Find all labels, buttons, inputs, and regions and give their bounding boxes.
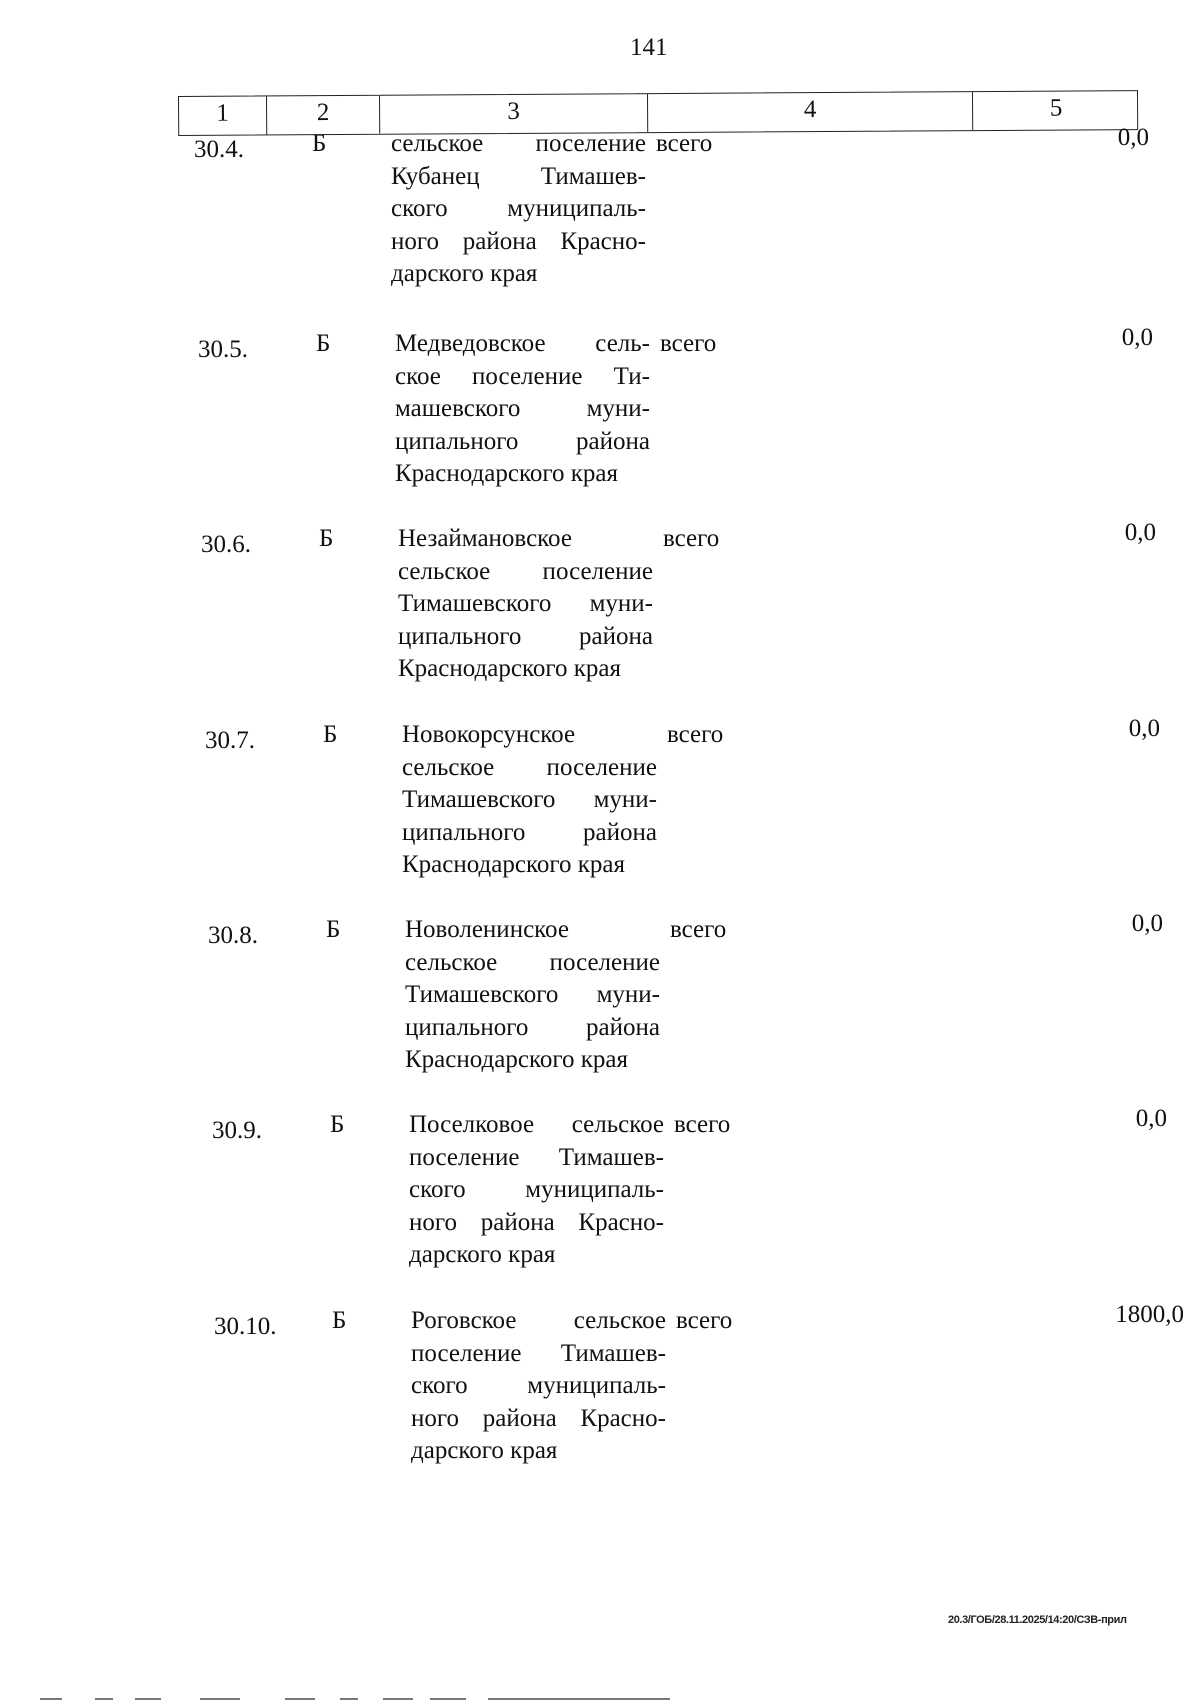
settlement-name-line: Кубанец Тимашев- (391, 162, 646, 190)
settlement-name-line: поселение Тимашев- (409, 1143, 664, 1171)
document-stamp: 20.3/ГОБ/28.11.2025/14:20/СЗВ-прил (948, 1614, 1127, 1626)
table-row (205, 715, 1165, 889)
row-number: 30.10. (214, 1313, 277, 1340)
settlement-name-line: Поселковое сельское (409, 1111, 664, 1138)
row-number: 30.7. (205, 727, 255, 754)
settlement-name (398, 523, 653, 686)
settlement-name-line: ципального района (405, 1013, 660, 1041)
row-type: Б (323, 721, 338, 748)
settlement-name-line: дарского края (411, 1437, 558, 1464)
scan-edge-mark (200, 1698, 240, 1700)
table-row (201, 519, 1161, 693)
row-type: Б (316, 330, 331, 357)
settlement-name-line: Тимашевского муни- (398, 590, 653, 617)
page-number: 141 (630, 34, 668, 61)
row-type: Б (326, 916, 341, 943)
settlement-name-line: ципального района (395, 427, 650, 455)
row-type: Б (319, 525, 334, 552)
row-type: Б (330, 1111, 345, 1138)
row-value: 1800,0 (1115, 1301, 1184, 1328)
settlement-name (405, 914, 660, 1077)
settlement-name (409, 1109, 664, 1272)
settlement-name-line: ское поселение Ти- (395, 362, 650, 390)
settlement-name-line: ного района Красно- (411, 1404, 666, 1432)
settlement-name-line: сельское поселение (391, 130, 646, 157)
row-value: 0,0 (1128, 715, 1160, 742)
row-number: 30.8. (208, 922, 258, 949)
scan-edge-mark (135, 1698, 161, 1700)
settlement-name-line: Краснодарского края (402, 851, 625, 878)
settlement-name-line: Незаймановское (398, 525, 572, 552)
settlement-name (402, 719, 657, 882)
row-value: 0,0 (1121, 324, 1153, 351)
settlement-name-line: сельское поселение (402, 753, 657, 781)
row-number: 30.6. (201, 531, 251, 558)
settlement-name-line: ципального района (398, 622, 653, 650)
table-row (208, 910, 1168, 1084)
table-row (194, 124, 1154, 298)
settlement-name-line: ского муниципаль- (409, 1176, 664, 1203)
settlement-name-line: Краснодарского края (398, 655, 621, 682)
column-header-3: 3 (380, 94, 648, 134)
row-kind: всего (670, 916, 727, 943)
settlement-name-line: ского муниципаль- (411, 1372, 666, 1399)
settlement-name-line: Новоленинское (405, 916, 569, 943)
settlement-name-line: ского муниципаль- (391, 195, 646, 222)
settlement-name-line: дарского края (409, 1241, 556, 1268)
settlement-name-line: дарского края (391, 260, 538, 287)
row-kind: всего (676, 1307, 733, 1334)
settlement-name-line: Тимашевского муни- (405, 981, 660, 1008)
column-header-5: 5 (1049, 94, 1063, 122)
row-type: Б (332, 1307, 347, 1334)
row-number: 30.5. (198, 336, 248, 363)
settlement-name-line: ципального района (402, 818, 657, 846)
row-value: 0,0 (1131, 910, 1163, 937)
row-type: Б (312, 130, 327, 157)
settlement-name-line: Новокорсунское (402, 721, 576, 748)
row-kind: всего (663, 525, 720, 552)
settlement-name (391, 128, 646, 291)
scan-edge-mark (430, 1698, 466, 1700)
row-kind: всего (656, 130, 713, 157)
table-row (198, 324, 1158, 498)
row-number: 30.9. (212, 1117, 262, 1144)
settlement-name-line: сельское поселение (405, 948, 660, 976)
column-header-1: 1 (179, 96, 267, 135)
settlement-name-line: поселение Тимашев- (411, 1339, 666, 1367)
scan-edge-mark (40, 1698, 62, 1700)
scan-edge-mark (285, 1698, 315, 1700)
settlement-name-line: Тимашевского муни- (402, 786, 657, 813)
settlement-name-line: Медведовское сель- (395, 330, 650, 357)
row-kind: всего (660, 330, 717, 357)
settlement-name-line: сельское поселение (398, 557, 653, 585)
settlement-name-line: ного района Красно- (391, 227, 646, 255)
row-kind: всего (674, 1111, 731, 1138)
row-number: 30.4. (194, 136, 244, 163)
row-value: 0,0 (1124, 519, 1156, 546)
scan-edge-mark (340, 1698, 358, 1700)
row-value: 0,0 (1117, 124, 1149, 151)
settlement-name (411, 1305, 666, 1468)
row-kind: всего (667, 721, 724, 748)
table-row (212, 1105, 1172, 1279)
scan-edge-mark (95, 1698, 113, 1700)
scan-edge-mark (383, 1698, 413, 1700)
column-header-2: 2 (267, 96, 380, 135)
settlement-name-line: машевского муни- (395, 395, 650, 422)
column-header-4: 4 (648, 92, 973, 132)
table-row (214, 1301, 1184, 1475)
settlement-name (395, 328, 650, 491)
settlement-name-line: Краснодарского края (395, 460, 618, 487)
settlement-name-line: Роговское сельское (411, 1307, 666, 1334)
settlement-name-line: ного района Красно- (409, 1208, 664, 1236)
settlement-name-line: Краснодарского края (405, 1046, 628, 1073)
scan-edge-mark (488, 1698, 670, 1700)
row-value: 0,0 (1135, 1105, 1167, 1132)
